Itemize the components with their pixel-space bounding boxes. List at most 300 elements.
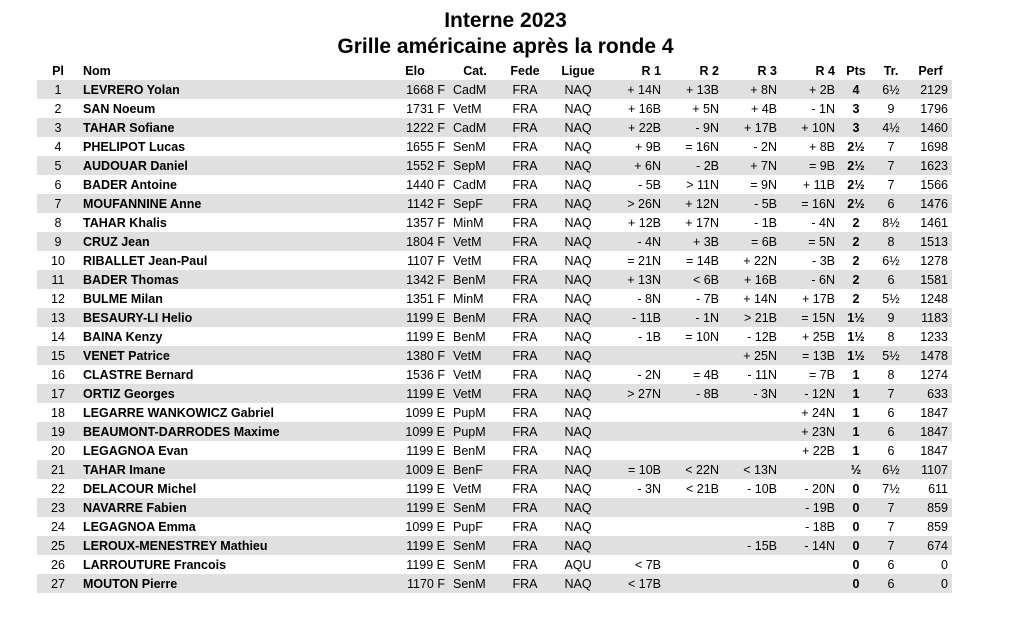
cell-federation: FRA: [512, 481, 538, 496]
cell-tiebreak: 6: [873, 270, 909, 289]
cell-round-4: + 23N: [781, 422, 839, 441]
cell-round-4: - 14N: [781, 536, 839, 555]
cell-federation: FRA: [512, 367, 538, 382]
cell-points: 1: [852, 405, 860, 420]
cell-round-3: - 11N: [747, 367, 777, 382]
cell-performance: 674: [909, 536, 952, 555]
cell-round-3: [723, 422, 781, 441]
cell-round-3: - 10B: [747, 481, 777, 496]
cell-league: NAQ: [549, 422, 607, 441]
table-row: [37, 99, 952, 118]
cell-category: BenM: [453, 329, 486, 344]
cell-round-3: [723, 517, 781, 536]
header-tiebreak: Tr.: [883, 63, 899, 78]
cell-round-4: = 5N: [781, 232, 839, 251]
cell-league: NAQ: [564, 101, 592, 116]
cell-points: 0: [852, 481, 860, 496]
cell-round-1: + 9B: [634, 139, 661, 154]
cell-tiebreak: 6: [887, 405, 895, 420]
cell-points: 2½: [847, 139, 865, 154]
cell-points: 3: [839, 118, 873, 137]
cell-performance: 1233: [920, 329, 948, 344]
cell-round-1: - 4N: [607, 232, 665, 251]
cell-federation: FRA: [501, 384, 549, 403]
cell-rank: 2: [54, 101, 62, 116]
cell-rank: 9: [37, 232, 79, 251]
cell-round-2: + 12N: [665, 194, 723, 213]
cell-performance: 1847: [909, 422, 952, 441]
cell-name: TAHAR Imane: [79, 460, 381, 479]
cell-tiebreak: 7: [887, 519, 895, 534]
cell-rank: 23: [37, 498, 79, 517]
cell-rank: 18: [51, 405, 65, 420]
table-row: [37, 574, 952, 593]
table-row: [37, 384, 952, 403]
cell-elo: 1099 E: [405, 519, 445, 534]
cell-performance: 1847: [920, 405, 948, 420]
cell-points: 2: [852, 253, 860, 268]
cell-round-4: + 17B: [801, 291, 835, 306]
cell-tiebreak: 9: [873, 308, 909, 327]
cell-name: SAN Noeum: [83, 101, 156, 116]
cell-elo: 1099 E: [381, 422, 449, 441]
cell-round-1: + 13N: [607, 270, 665, 289]
table-row: [37, 346, 952, 365]
cell-name: AUDOUAR Daniel: [79, 156, 381, 175]
cell-round-3: - 5B: [723, 194, 781, 213]
cell-round-1: - 1B: [638, 329, 661, 344]
cell-round-3: - 15B: [723, 536, 781, 555]
cell-league: NAQ: [549, 460, 607, 479]
cell-round-1: < 7B: [634, 557, 661, 572]
cell-round-3: + 14N: [743, 291, 777, 306]
cell-tiebreak: 6½: [882, 253, 900, 268]
cell-tiebreak: 7: [887, 177, 895, 192]
cell-federation: FRA: [501, 460, 549, 479]
cell-round-2: - 8B: [665, 384, 723, 403]
cell-points: 0: [839, 498, 873, 517]
cell-league: NAQ: [549, 80, 607, 99]
cell-category: BenM: [449, 270, 501, 289]
cell-round-2: < 6B: [665, 270, 723, 289]
cell-round-4: + 24N: [801, 405, 835, 420]
header-round-1: R 1: [641, 63, 661, 78]
cell-league: NAQ: [564, 139, 592, 154]
cell-elo: 1380 F: [381, 346, 449, 365]
cell-league: NAQ: [564, 481, 592, 496]
cell-round-2: = 4B: [692, 367, 719, 382]
cell-round-4: = 7B: [808, 367, 835, 382]
cell-performance: 859: [927, 519, 948, 534]
cell-rank: 13: [37, 308, 79, 327]
cell-tiebreak: 6½: [873, 460, 909, 479]
cell-rank: 3: [37, 118, 79, 137]
cell-round-4: = 13B: [781, 346, 839, 365]
cell-round-1: = 21N: [627, 253, 661, 268]
cell-category: VetM: [453, 101, 482, 116]
cell-elo: 1552 F: [381, 156, 449, 175]
cell-round-1: + 16B: [627, 101, 661, 116]
cell-federation: FRA: [512, 139, 538, 154]
cell-federation: FRA: [512, 329, 538, 344]
cell-round-4: = 16N: [781, 194, 839, 213]
cell-league: NAQ: [564, 367, 592, 382]
cell-round-4: + 8B: [808, 139, 835, 154]
cell-federation: FRA: [512, 405, 538, 420]
cell-elo: 1199 E: [381, 498, 449, 517]
cell-performance: 633: [909, 384, 952, 403]
cell-rank: 25: [37, 536, 79, 555]
cell-points: 2: [839, 232, 873, 251]
cell-tiebreak: 7: [887, 139, 895, 154]
cell-elo: 1351 F: [406, 291, 445, 306]
cell-round-1: - 2N: [637, 367, 661, 382]
cell-name: LARROUTURE Francois: [83, 557, 227, 572]
cell-points: 1: [839, 422, 873, 441]
cell-category: VetM: [453, 253, 482, 268]
cell-round-2: + 5N: [692, 101, 719, 116]
cell-category: CadM: [453, 177, 487, 192]
cell-performance: 1107: [909, 460, 952, 479]
cell-round-1: + 6N: [607, 156, 665, 175]
cell-round-2: - 1N: [665, 308, 723, 327]
table-row: [37, 118, 952, 137]
cell-round-2: + 3B: [665, 232, 723, 251]
cell-league: NAQ: [549, 270, 607, 289]
cell-performance: 1248: [920, 291, 948, 306]
cell-name: ORTIZ Georges: [79, 384, 381, 403]
table-row: [37, 289, 952, 308]
cell-performance: 1513: [909, 232, 952, 251]
cell-round-2: [665, 403, 723, 422]
cell-tiebreak: 8: [887, 329, 895, 344]
cell-rank: 5: [37, 156, 79, 175]
cell-elo: 1170 F: [381, 574, 449, 593]
cell-round-3: - 12B: [747, 329, 777, 344]
table-row: [37, 517, 952, 536]
table-row: [37, 422, 952, 441]
cell-name: MOUFANNINE Anne: [79, 194, 381, 213]
cell-round-2: [665, 422, 723, 441]
cell-rank: 1: [37, 80, 79, 99]
cell-round-1: - 5B: [638, 177, 661, 192]
cell-federation: FRA: [501, 118, 549, 137]
cell-round-2: [665, 574, 723, 593]
header-round-3: R 3: [757, 63, 777, 78]
cell-round-3: = 6B: [723, 232, 781, 251]
cell-tiebreak: 6: [873, 574, 909, 593]
header-league: Ligue: [561, 63, 595, 78]
cell-performance: 1581: [909, 270, 952, 289]
cell-category: SepF: [449, 194, 501, 213]
cell-category: SenM: [449, 536, 501, 555]
cell-elo: 1440 F: [406, 177, 445, 192]
table-body: [37, 80, 952, 593]
cell-category: SenM: [453, 139, 486, 154]
table-row: [37, 80, 952, 99]
cell-tiebreak: 6½: [873, 80, 909, 99]
cell-round-2: < 21B: [685, 481, 719, 496]
cell-points: 2: [852, 215, 860, 230]
cell-tiebreak: 6: [873, 422, 909, 441]
cell-federation: FRA: [501, 574, 549, 593]
cell-round-2: + 13B: [665, 80, 723, 99]
cell-tiebreak: 7: [873, 498, 909, 517]
cell-elo: 1731 F: [406, 101, 445, 116]
cell-points: 1: [852, 367, 860, 382]
cell-performance: 1566: [920, 177, 948, 192]
cell-league: NAQ: [549, 156, 607, 175]
standings-table: [37, 61, 952, 593]
cell-name: CLASTRE Bernard: [83, 367, 194, 382]
cell-tiebreak: 8: [873, 232, 909, 251]
header-round-4: R 4: [815, 63, 835, 78]
cell-round-1: [607, 403, 665, 422]
cell-round-2: [665, 517, 723, 536]
cell-category: SenM: [449, 498, 501, 517]
cell-federation: FRA: [512, 101, 538, 116]
cell-round-1: [607, 346, 665, 365]
cell-category: MinM: [453, 291, 484, 306]
cell-federation: FRA: [501, 346, 549, 365]
cell-elo: 1199 E: [406, 481, 445, 496]
cell-round-4: - 1N: [811, 101, 835, 116]
cell-elo: 1199 E: [381, 384, 449, 403]
header-category: Cat.: [463, 63, 487, 78]
cell-round-3: [723, 555, 781, 574]
cell-elo: 1009 E: [381, 460, 449, 479]
table-row: [37, 213, 952, 232]
cell-rank: 12: [51, 291, 65, 306]
cell-round-3: [723, 498, 781, 517]
cell-name: DELACOUR Michel: [83, 481, 197, 496]
cell-round-1: [607, 517, 665, 536]
cell-federation: FRA: [501, 308, 549, 327]
header-federation: Fede: [510, 63, 540, 78]
cell-round-2: = 14B: [685, 253, 719, 268]
cell-rank: 21: [37, 460, 79, 479]
header-round-2: R 2: [699, 63, 719, 78]
cell-performance: 0: [909, 574, 952, 593]
cell-tiebreak: 7: [873, 536, 909, 555]
cell-round-3: - 2N: [753, 139, 777, 154]
cell-points: 2½: [847, 177, 865, 192]
cell-league: NAQ: [564, 443, 592, 458]
cell-tiebreak: 6: [887, 557, 895, 572]
cell-tiebreak: 5½: [873, 346, 909, 365]
cell-round-1: + 14N: [607, 80, 665, 99]
cell-elo: 1342 F: [381, 270, 449, 289]
cell-round-1: [607, 498, 665, 517]
cell-round-2: - 2B: [665, 156, 723, 175]
page-subtitle: Grille américaine après la ronde 4: [337, 35, 674, 58]
cell-category: CadM: [449, 80, 501, 99]
cell-category: SenM: [449, 574, 501, 593]
cell-performance: 2129: [909, 80, 952, 99]
cell-round-1: + 22B: [607, 118, 665, 137]
cell-round-4: - 12N: [781, 384, 839, 403]
cell-performance: 0: [941, 557, 948, 572]
header-elo: Elo: [405, 63, 425, 78]
cell-performance: 611: [928, 481, 948, 496]
cell-round-1: [607, 441, 665, 460]
cell-name: BADER Antoine: [83, 177, 177, 192]
cell-rank: 11: [37, 270, 79, 289]
cell-rank: 6: [54, 177, 62, 192]
cell-category: VetM: [449, 232, 501, 251]
cell-round-2: - 7B: [696, 291, 719, 306]
cell-category: VetM: [453, 367, 482, 382]
cell-round-1: [607, 422, 665, 441]
cell-round-4: + 22B: [801, 443, 835, 458]
cell-league: NAQ: [549, 118, 607, 137]
cell-elo: 1357 F: [406, 215, 445, 230]
cell-rank: 26: [51, 557, 65, 572]
cell-points: 0: [852, 557, 860, 572]
cell-round-2: > 11N: [686, 177, 719, 192]
table-row: [37, 308, 952, 327]
cell-league: NAQ: [564, 291, 592, 306]
cell-performance: 1623: [909, 156, 952, 175]
cell-league: NAQ: [549, 384, 607, 403]
cell-tiebreak: 8: [887, 367, 895, 382]
cell-performance: 1796: [920, 101, 948, 116]
cell-league: NAQ: [564, 177, 592, 192]
cell-rank: 20: [51, 443, 65, 458]
cell-league: NAQ: [549, 346, 607, 365]
page-title: Interne 2023: [444, 9, 567, 32]
cell-performance: 1847: [920, 443, 948, 458]
cell-points: ½: [839, 460, 873, 479]
cell-elo: 1142 F: [381, 194, 449, 213]
cell-points: 3: [852, 101, 860, 116]
cell-round-2: [665, 346, 723, 365]
cell-performance: 1461: [920, 215, 948, 230]
cell-elo: 1655 F: [406, 139, 445, 154]
cell-name: LEGAGNOA Emma: [83, 519, 196, 534]
cell-round-3: [723, 403, 781, 422]
cell-category: PupM: [453, 405, 486, 420]
cell-round-3: + 17B: [723, 118, 781, 137]
cell-round-3: - 1B: [754, 215, 777, 230]
cell-round-1: - 8N: [637, 291, 661, 306]
cell-federation: FRA: [512, 253, 538, 268]
cell-points: 2: [839, 270, 873, 289]
cell-round-3: [723, 574, 781, 593]
cell-name: PHELIPOT Lucas: [83, 139, 186, 154]
cell-elo: 1804 F: [381, 232, 449, 251]
cell-round-3: > 21B: [723, 308, 781, 327]
cell-points: 0: [839, 536, 873, 555]
cell-round-3: + 25N: [723, 346, 781, 365]
cell-federation: FRA: [501, 422, 549, 441]
table-row: [37, 327, 952, 346]
cell-round-1: - 3N: [637, 481, 661, 496]
cell-rank: 4: [54, 139, 62, 154]
cell-round-2: = 10N: [685, 329, 719, 344]
cell-round-3: - 3N: [723, 384, 781, 403]
cell-round-1: + 12B: [627, 215, 661, 230]
cell-name: NAVARRE Fabien: [79, 498, 381, 517]
cell-round-2: [665, 498, 723, 517]
cell-round-4: [781, 555, 839, 574]
cell-elo: 1107 F: [407, 253, 445, 268]
cell-tiebreak: 7: [873, 384, 909, 403]
cell-performance: 1476: [909, 194, 952, 213]
table-row: [37, 194, 952, 213]
cell-elo: 1199 E: [406, 329, 445, 344]
table-row: [37, 536, 952, 555]
table-row: [37, 175, 952, 194]
cell-league: NAQ: [549, 308, 607, 327]
cell-league: NAQ: [564, 329, 592, 344]
cell-name: CRUZ Jean: [79, 232, 381, 251]
cell-name: LEROUX-MENESTREY Mathieu: [79, 536, 381, 555]
table-row: [37, 365, 952, 384]
cell-federation: FRA: [501, 270, 549, 289]
cell-points: 1: [839, 384, 873, 403]
cell-name: LEGARRE WANKOWICZ Gabriel: [83, 405, 274, 420]
cell-round-4: [781, 460, 839, 479]
cell-round-3: + 16B: [723, 270, 781, 289]
table-row: [37, 270, 952, 289]
cell-round-4: - 18B: [805, 519, 835, 534]
cell-round-1: > 27N: [607, 384, 665, 403]
cell-category: CadM: [449, 118, 501, 137]
cell-federation: FRA: [501, 156, 549, 175]
cell-name: TAHAR Sofiane: [79, 118, 381, 137]
cell-tiebreak: 7: [873, 156, 909, 175]
cell-points: 1½: [839, 308, 873, 327]
cell-league: NAQ: [549, 574, 607, 593]
cell-league: NAQ: [564, 405, 592, 420]
cell-round-3: + 22N: [743, 253, 777, 268]
cell-points: 2½: [839, 156, 873, 175]
cell-round-4: + 25B: [801, 329, 835, 344]
header-rank: Pl: [52, 63, 64, 78]
cell-round-2: - 9N: [665, 118, 723, 137]
cell-name: LEVRERO Yolan: [79, 80, 381, 99]
cell-round-2: = 16N: [685, 139, 719, 154]
cell-elo: 1222 F: [381, 118, 449, 137]
cell-name: MOUTON Pierre: [79, 574, 381, 593]
cell-points: 4: [839, 80, 873, 99]
cell-federation: FRA: [512, 215, 538, 230]
cell-round-2: [665, 555, 723, 574]
cell-category: VetM: [449, 346, 501, 365]
cell-round-4: + 2B: [781, 80, 839, 99]
cell-rank: 10: [51, 253, 65, 268]
table-row: [37, 460, 952, 479]
cell-points: 1½: [847, 329, 865, 344]
cell-category: VetM: [453, 481, 482, 496]
cell-elo: 1199 E: [381, 308, 449, 327]
table-row: [37, 498, 952, 517]
cell-performance: 1183: [909, 308, 952, 327]
cell-name: BESAURY-LI Helio: [79, 308, 381, 327]
cell-federation: FRA: [512, 557, 538, 572]
cell-round-1: = 10B: [607, 460, 665, 479]
cell-name: VENET Patrice: [79, 346, 381, 365]
cell-league: AQU: [564, 557, 592, 572]
cell-category: PupF: [453, 519, 483, 534]
cell-federation: FRA: [501, 194, 549, 213]
cell-federation: FRA: [501, 80, 549, 99]
cell-category: BenF: [449, 460, 501, 479]
cell-federation: FRA: [501, 232, 549, 251]
table-row: [37, 232, 952, 251]
cell-name: TAHAR Khalis: [83, 215, 167, 230]
